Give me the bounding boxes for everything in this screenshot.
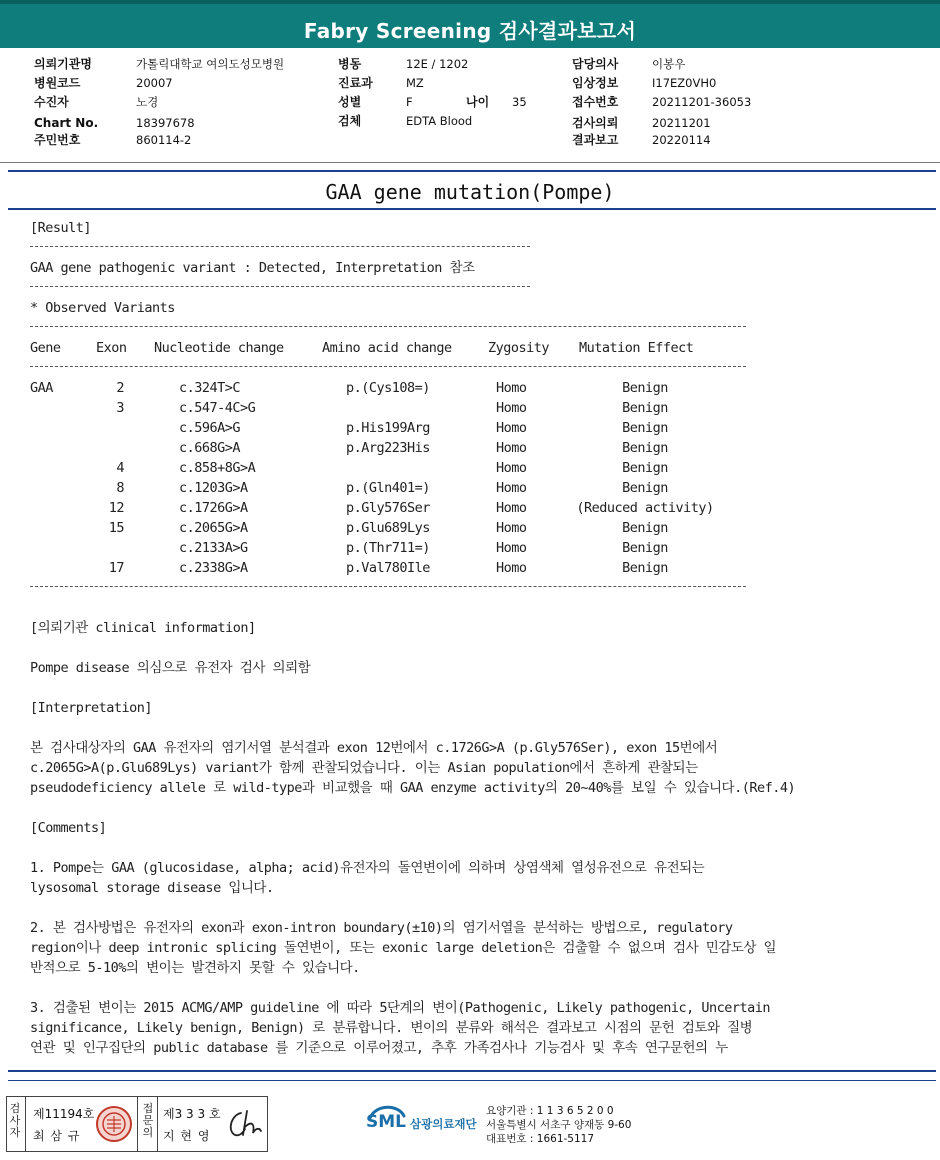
value-ward: 12E / 1202 bbox=[406, 57, 469, 71]
col-header-zygosity: Zygosity bbox=[488, 340, 550, 356]
comment-line: significance, Likely benign, Benign) 로 분류합니다. 변이의 분류와 해석은 결과보고 시점의 문헌 검토와 질병 bbox=[30, 1020, 753, 1036]
result-heading: [Result] bbox=[30, 220, 92, 236]
value-patient: 노경 bbox=[136, 95, 159, 109]
comment-line: 연관 및 인구집단의 public database 를 기준으로 이루어졌고, 추후 가족검사나 기능검사 및 후속 연구문헌의 누 bbox=[30, 1040, 728, 1056]
examiner-name: 최 삼 규 bbox=[33, 1129, 81, 1143]
label-accession-no: 접수번호 bbox=[572, 95, 619, 109]
col-header-effect: Mutation Effect bbox=[579, 340, 694, 356]
sml-info-line: 서울특별시 서초구 양재동 9-60 bbox=[486, 1119, 632, 1131]
cell-zygosity: Homo bbox=[496, 380, 527, 396]
cell-nucleotide: c.858+8G>A bbox=[179, 460, 256, 476]
cell-amino-acid: p.Gly576Ser bbox=[346, 500, 430, 516]
cell-exon: 15 bbox=[108, 520, 124, 536]
cell-amino-acid: p.Val780Ile bbox=[346, 560, 430, 576]
cell-effect: Benign bbox=[622, 380, 668, 396]
cell-effect: Benign bbox=[622, 400, 668, 416]
cell-nucleotide: c.2133A>G bbox=[179, 540, 248, 556]
clinical-text: Pompe disease 의심으로 유전자 검사 의뢰함 bbox=[30, 660, 311, 676]
cell-effect: Benign bbox=[622, 420, 668, 436]
comments-heading: [Comments] bbox=[30, 820, 107, 836]
divider bbox=[25, 1097, 26, 1151]
cell-zygosity: Homo bbox=[496, 400, 527, 416]
value-clinical-info: I17EZ0VH0 bbox=[652, 76, 717, 90]
clinical-heading: [의뢰기관 clinical information] bbox=[30, 620, 256, 636]
interpretation-line: 본 검사대상자의 GAA 유전자의 염기서열 분석결과 exon 12번에서 c.1726G>A (p.Gly576Ser), exon 15번에서 bbox=[30, 740, 718, 756]
cell-exon: 4 bbox=[116, 460, 124, 476]
banner-title: Fabry Screening 검사결과보고서 bbox=[303, 19, 637, 43]
examiner-label: 검사자 bbox=[9, 1102, 21, 1139]
cell-effect: Benign bbox=[622, 480, 668, 496]
cell-amino-acid: p.(Gln401=) bbox=[346, 480, 430, 496]
col-header-exon: Exon bbox=[96, 340, 127, 356]
cell-nucleotide: c.1726G>A bbox=[179, 500, 248, 516]
observed-variants-heading: * Observed Variants bbox=[30, 300, 175, 316]
label-hospital-code: 병원코드 bbox=[34, 76, 81, 90]
comment-line: 2. 본 검사방법은 유전자의 exon과 exon-intron boundary(±10)의 염기서열을 분석하는 방법으로, regulatory bbox=[30, 920, 733, 936]
label-physician: 담당의사 bbox=[572, 57, 619, 71]
label-chart-no: Chart No. bbox=[34, 116, 99, 130]
title-rule-top bbox=[8, 170, 936, 172]
interpretation-line: pseudodeficiency allele 로 wild-type과 비교했을 때 GAA enzyme activity의 20~40%를 보일 수 있습니다.(Ref.4) bbox=[30, 780, 796, 796]
cell-amino-acid: p.Glu689Lys bbox=[346, 520, 430, 536]
cell-zygosity: Homo bbox=[496, 560, 527, 576]
col-header-gene: Gene bbox=[30, 340, 61, 356]
label-report-date: 결과보고 bbox=[572, 133, 619, 147]
dash-line bbox=[30, 326, 746, 327]
label-sex: 성별 bbox=[338, 95, 362, 109]
cell-effect: Benign bbox=[622, 440, 668, 456]
cell-amino-acid: p.Arg223His bbox=[346, 440, 430, 456]
divider bbox=[157, 1097, 158, 1151]
value-resident-no: 860114-2 bbox=[136, 133, 192, 147]
label-ward: 병동 bbox=[338, 57, 362, 71]
col-header-nucleotide: Nucleotide change bbox=[154, 340, 284, 356]
sml-logo-text: SML bbox=[366, 1112, 406, 1132]
cell-zygosity: Homo bbox=[496, 460, 527, 476]
specialist-label: 접문의 bbox=[142, 1102, 154, 1139]
value-specimen: EDTA Blood bbox=[406, 114, 473, 128]
cell-nucleotide: c.2065G>A bbox=[179, 520, 248, 536]
value-report-date: 20220114 bbox=[652, 133, 711, 147]
cell-zygosity: Homo bbox=[496, 440, 527, 456]
cell-amino-acid: p.(Thr711=) bbox=[346, 540, 430, 556]
value-physician: 이봉우 bbox=[652, 57, 686, 71]
cell-nucleotide: c.2338G>A bbox=[179, 560, 248, 576]
divider bbox=[137, 1097, 138, 1151]
col-header-amino-acid: Amino acid change bbox=[322, 340, 452, 356]
seal-stamp-icon bbox=[95, 1104, 133, 1144]
cell-effect: Benign bbox=[622, 540, 668, 556]
sml-info-line: 대표번호 : 1661-5117 bbox=[486, 1133, 595, 1145]
label-resident-no: 주민번호 bbox=[34, 133, 81, 147]
cell-zygosity: Homo bbox=[496, 540, 527, 556]
cell-zygosity: Homo bbox=[496, 420, 527, 436]
cell-exon: 2 bbox=[116, 380, 124, 396]
cell-effect: (Reduced activity) bbox=[576, 500, 714, 516]
value-request-date: 20211201 bbox=[652, 116, 711, 130]
specialist-name: 지 현 영 bbox=[163, 1129, 211, 1143]
title-rule-bottom bbox=[8, 208, 936, 210]
specialist-license: 제3 3 3 호 bbox=[163, 1107, 221, 1121]
value-hospital-code: 20007 bbox=[136, 76, 173, 90]
comment-line: 3. 검출된 변이는 2015 ACMG/AMP guideline 에 따라 5단계의 변이(Pathogenic, Likely pathogenic, Uncertain bbox=[30, 1000, 771, 1016]
cell-nucleotide: c.1203G>A bbox=[179, 480, 248, 496]
cell-exon: 3 bbox=[116, 400, 124, 416]
dash-line bbox=[30, 286, 530, 287]
comment-line: 1. Pompe는 GAA (glucosidase, alpha; acid)유전자의 돌연변이에 의하며 상염색체 열성유전으로 유전되는 bbox=[30, 860, 705, 876]
report-banner bbox=[0, 0, 940, 48]
signature-icon bbox=[223, 1105, 263, 1143]
label-department: 진료과 bbox=[338, 76, 373, 90]
cell-effect: Benign bbox=[622, 520, 668, 536]
value-requesting-institution: 가톨릭대학교 여의도성모병원 bbox=[136, 57, 285, 71]
cell-gene: GAA bbox=[30, 380, 53, 396]
cell-nucleotide: c.596A>G bbox=[179, 420, 241, 436]
signature-box bbox=[6, 1096, 268, 1152]
header-divider bbox=[0, 162, 940, 163]
value-age: 35 bbox=[512, 95, 527, 109]
label-requesting-institution: 의뢰기관명 bbox=[34, 57, 92, 71]
label-request-date: 검사의뢰 bbox=[572, 116, 619, 130]
comment-line: region이나 deep intronic splicing 돌연변이, 또는 exonic large deletion은 검출할 수 없으며 검사 민감도상 일 bbox=[30, 940, 777, 956]
cell-zygosity: Homo bbox=[496, 500, 527, 516]
cell-nucleotide: c.324T>C bbox=[179, 380, 241, 396]
sml-name: 삼광의료재단 bbox=[410, 1117, 477, 1131]
interpretation-line: c.2065G>A(p.Glu689Lys) variant가 함께 관찰되었습니다. 이는 Asian population에서 흔하게 관찰되는 bbox=[30, 760, 698, 776]
cell-zygosity: Homo bbox=[496, 480, 527, 496]
label-specimen: 검체 bbox=[338, 114, 362, 128]
value-chart-no: 18397678 bbox=[136, 116, 195, 130]
comment-line: 반적으로 5-10%의 변이는 발견하지 못할 수 있습니다. bbox=[30, 960, 360, 976]
interpretation-heading: [Interpretation] bbox=[30, 700, 153, 716]
examiner-license: 제11194호 bbox=[33, 1107, 95, 1121]
sml-info-line: 요양기관 : 1 1 3 6 5 2 0 0 bbox=[486, 1105, 614, 1117]
value-department: MZ bbox=[406, 76, 424, 90]
cell-nucleotide: c.668G>A bbox=[179, 440, 241, 456]
label-patient: 수진자 bbox=[34, 95, 69, 109]
comment-line: lysosomal storage disease 입니다. bbox=[30, 880, 274, 896]
dash-line bbox=[30, 586, 746, 587]
value-sex: F bbox=[406, 95, 413, 109]
cell-effect: Benign bbox=[622, 460, 668, 476]
dash-line bbox=[30, 246, 530, 247]
label-age: 나이 bbox=[466, 95, 490, 109]
cell-exon: 8 bbox=[116, 480, 124, 496]
result-summary: GAA gene pathogenic variant : Detected, Interpretation 참조 bbox=[30, 260, 475, 276]
cell-effect: Benign bbox=[622, 560, 668, 576]
cell-nucleotide: c.547-4C>G bbox=[179, 400, 256, 416]
dash-line bbox=[30, 366, 746, 367]
cell-exon: 12 bbox=[108, 500, 124, 516]
cell-exon: 17 bbox=[108, 560, 124, 576]
report-title: GAA gene mutation(Pompe) bbox=[325, 180, 615, 204]
cell-zygosity: Homo bbox=[496, 520, 527, 536]
footer-rule-top bbox=[8, 1070, 936, 1072]
label-clinical-info: 임상정보 bbox=[572, 76, 619, 90]
value-accession-no: 20211201-36053 bbox=[652, 95, 752, 109]
cell-amino-acid: p.(Cys108=) bbox=[346, 380, 430, 396]
cell-amino-acid: p.His199Arg bbox=[346, 420, 430, 436]
footer-rule-bottom bbox=[8, 1080, 936, 1081]
